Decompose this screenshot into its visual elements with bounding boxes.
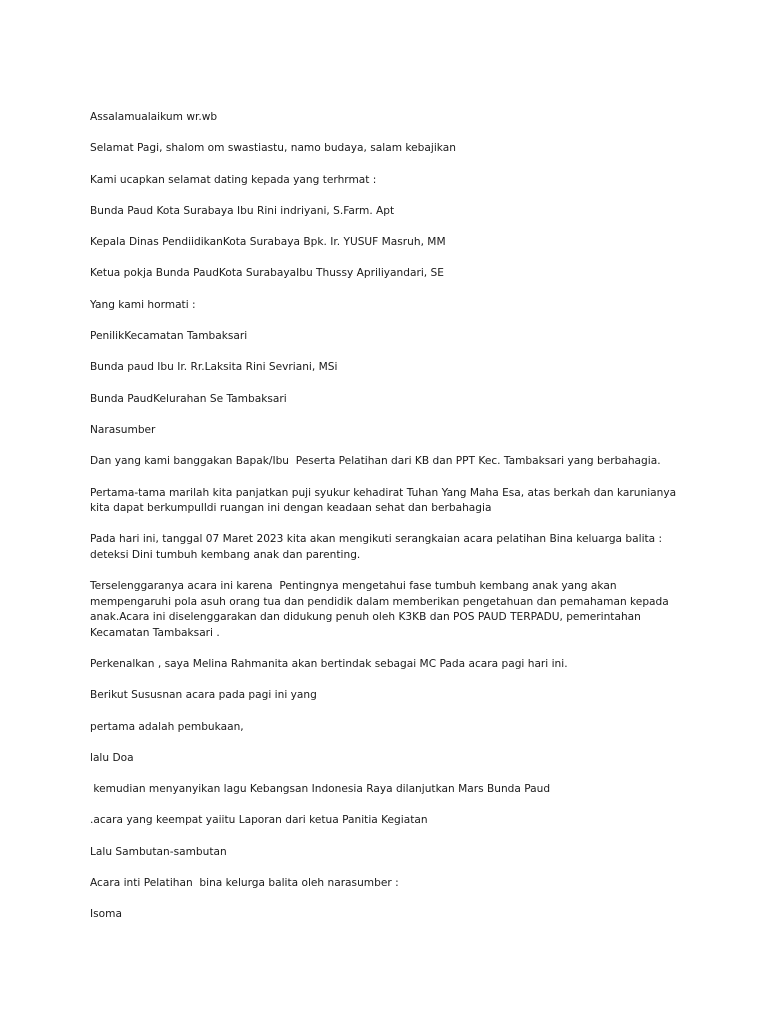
guest-narasumber: Narasumber <box>90 423 156 436</box>
guest-bunda-paud-kecamatan: Bunda paud Ibu Ir. Rr.Laksita Rini Sevriani, MSi <box>90 361 338 374</box>
agenda-item-prayer: lalu Doa <box>90 751 134 764</box>
agenda-item-report: .acara yang keempat yaiitu Laporan dari ketua Panitia Kegiatan <box>90 814 428 827</box>
agenda-intro: Berikut Sususnan acara pada pagi ini yang <box>90 689 317 702</box>
agenda-item-break: Isoma <box>90 908 122 921</box>
participants-greeting: Dan yang kami banggakan Bapak/Ibu Peserta Pelatihan dari KB dan PPT Kec. Tambaksari yang berbahagia. <box>90 455 661 468</box>
guest-penilik: PenilikKecamatan Tambaksari <box>90 330 248 343</box>
guest-kepala-dinas: Kepala Dinas PendiidikanKota Surabaya Bpk. Ir. YUSUF Masruh, MM <box>90 236 446 249</box>
agenda-item-training: Acara inti Pelatihan bina kelurga balita oleh narasumber : <box>90 877 399 890</box>
respected-guests-heading: Yang kami hormati : <box>90 298 196 311</box>
welcome-honored-guests: Kami ucapkan selamat dating kepada yang terhrmat : <box>90 173 377 186</box>
gratitude-paragraph: Pertama-tama marilah kita panjatkan puji syukur kehadirat Tuhan Yang Maha Esa, atas berkah dan karunianya kita dapat berkumpulldi ruangan ini dengan keadaan sehat dan berbahagia <box>90 486 680 515</box>
greeting-interfaith: Selamat Pagi, shalom om swastiastu, namo budaya, salam kebajikan <box>90 142 456 155</box>
agenda-item-opening: pertama adalah pembukaan, <box>90 720 244 733</box>
mc-introduction: Perkenalkan , saya Melina Rahmanita akan bertindak sebagai MC Pada acara pagi hari ini. <box>90 657 568 670</box>
guest-ketua-pokja: Ketua pokja Bunda PaudKota SurabayaIbu Thussy Apriliyandari, SE <box>90 267 444 280</box>
agenda-item-anthem: kemudian menyanyikan lagu Kebangsan Indonesia Raya dilanjutkan Mars Bunda Paud <box>90 783 551 796</box>
document-body <box>90 110 682 939</box>
agenda-item-speeches: Lalu Sambutan-sambutan <box>90 845 227 858</box>
event-date-paragraph: Pada hari ini, tanggal 07 Maret 2023 kita akan mengikuti serangkaian acara pelatihan Bina keluarga balita : deteksi Dini tumbuh kembang anak dan parenting. <box>90 533 666 561</box>
guest-bunda-paud-kota: Bunda Paud Kota Surabaya Ibu Rini indriyani, S.Farm. Apt <box>90 204 395 217</box>
greeting-salutation: Assalamualaikum wr.wb <box>90 111 218 123</box>
guest-bunda-paud-kelurahan: Bunda PaudKelurahan Se Tambaksari <box>90 392 287 405</box>
event-purpose-paragraph: Terselenggaranya acara ini karena Pentingnya mengetahui fase tumbuh kembang anak yang akan mempengaruhi pola asuh orang tua dan pendidik dalam memberikan pengetahuan dan pemahaman kepada anak.Acara ini diselenggarakan dan didukung penuh oleh K3KB dan POS PAUD TERPADU, pemerintahan Kecamatan Tambaksari . <box>90 580 673 639</box>
